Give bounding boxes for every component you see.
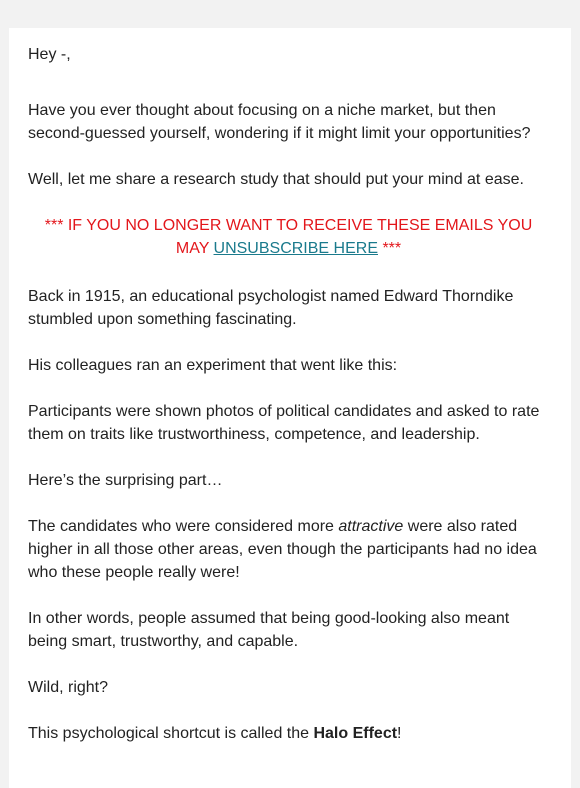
candidates-before: The candidates who were considered more <box>28 518 339 535</box>
halo-before: This psychological shortcut is called the <box>28 725 314 742</box>
paragraph-participants: Participants were shown photos of political candidates and asked to rate them on traits like trustworthiness, competence, and leadership. <box>28 403 540 443</box>
notice-prefix: *** IF YOU NO LONGER WANT TO RECEIVE THESE EMAILS YOU MAY <box>44 217 533 257</box>
paragraph-candidates <box>28 515 549 584</box>
greeting: Hey -, <box>28 46 71 63</box>
paragraph-surprising: Here’s the surprising part… <box>28 472 223 489</box>
paragraph-wild: Wild, right? <box>28 679 109 696</box>
paragraph-halo-effect <box>28 722 549 745</box>
notice-suffix: *** <box>378 240 402 257</box>
paragraph-experiment: His colleagues ran an experiment that went like this: <box>28 357 398 374</box>
unsubscribe-link[interactable]: UNSUBSCRIBE HERE <box>213 240 378 257</box>
halo-effect-term: Halo Effect <box>313 725 398 742</box>
paragraph-research-intro: Well, let me share a research study that should put your mind at ease. <box>28 171 524 188</box>
candidates-after: were also rated higher in all those other areas, even though the participants had no idea who these people really were! <box>28 518 537 581</box>
paragraph-other-words: In other words, people assumed that being good-looking also meant being smart, trustworthy, and capable. <box>28 610 510 650</box>
paragraph-intro: Have you ever thought about focusing on a niche market, but then second-guessed yourself, wondering if it might limit your opportunities? <box>28 102 531 142</box>
attractive-emphasis: attractive <box>338 518 404 535</box>
unsubscribe-notice <box>28 214 549 260</box>
email-body <box>9 28 571 788</box>
paragraph-thorndike: Back in 1915, an educational psychologist named Edward Thorndike stumbled upon something fascinating. <box>28 288 514 328</box>
halo-after: ! <box>397 725 402 742</box>
